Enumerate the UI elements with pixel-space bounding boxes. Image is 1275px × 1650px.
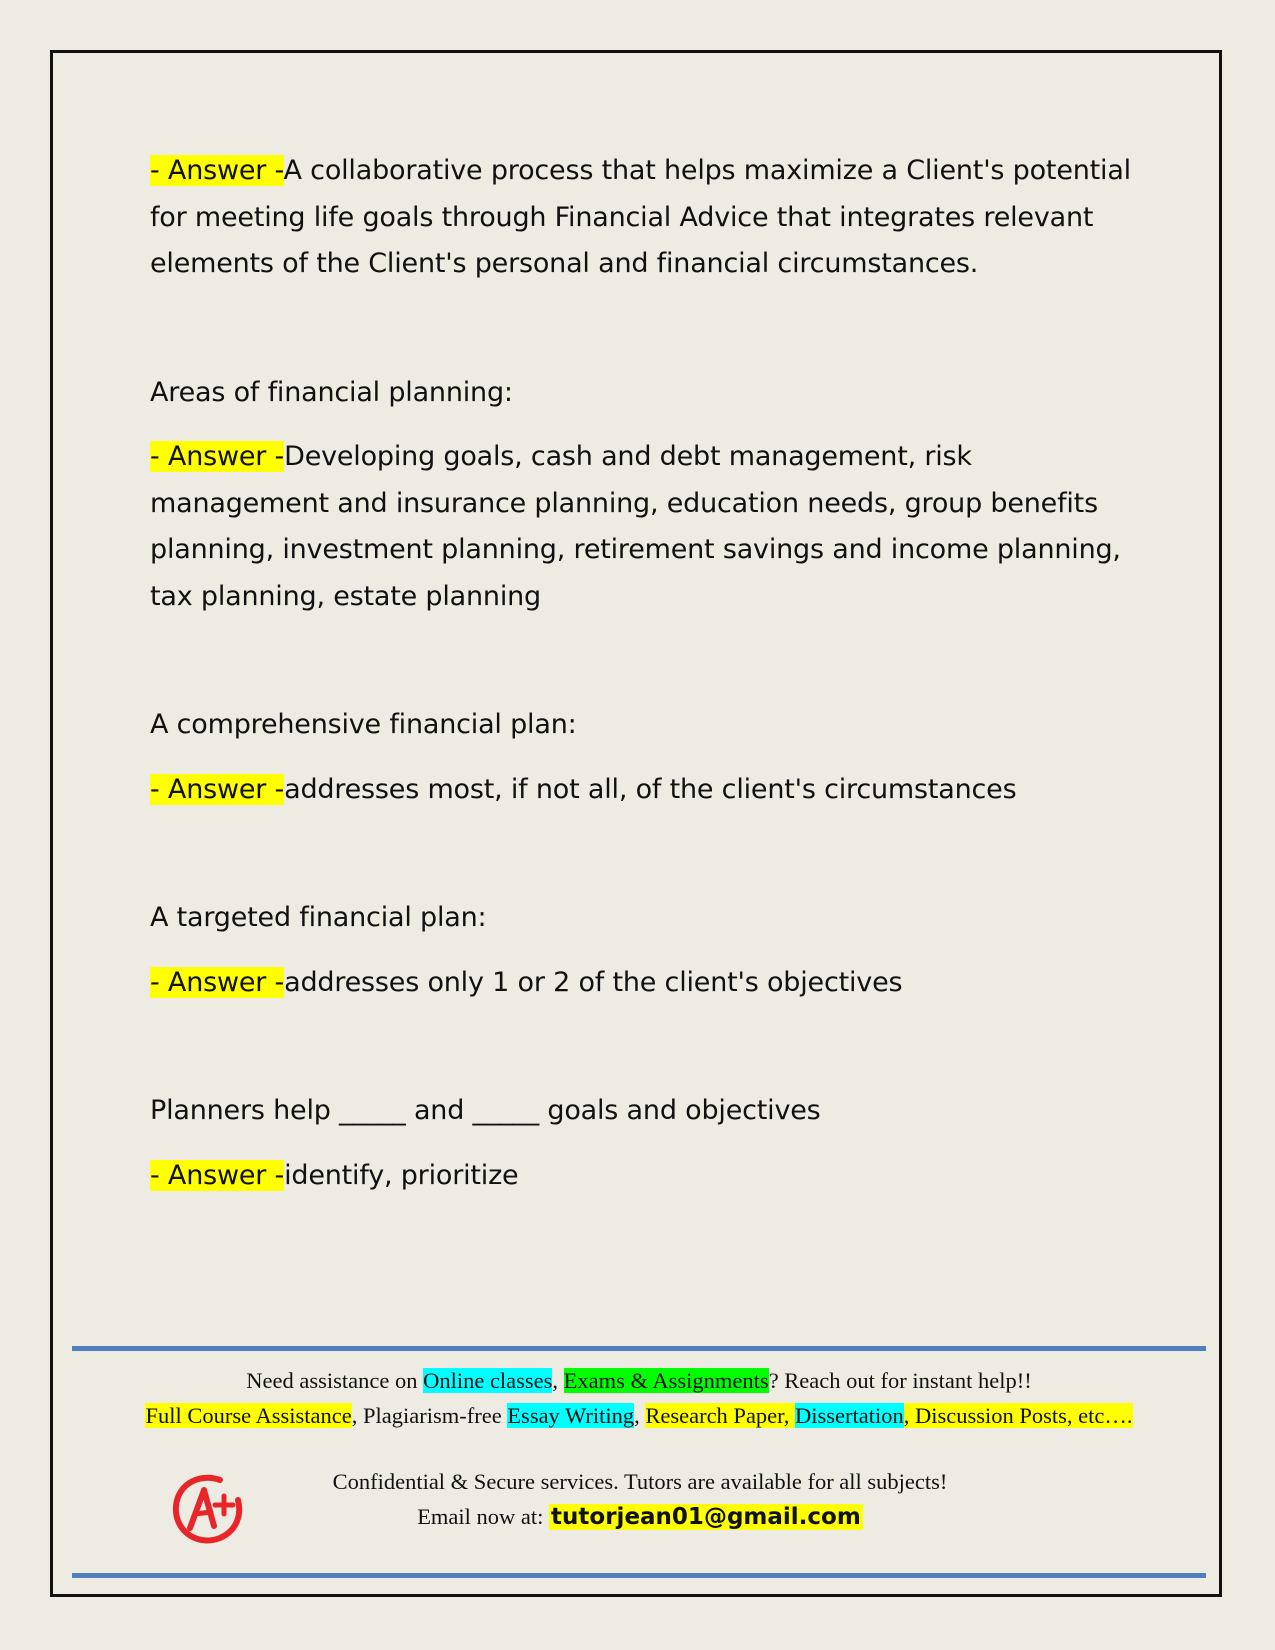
qa-question-3: A comprehensive financial plan:: [150, 709, 577, 740]
footer-text: Need assistance on: [246, 1368, 424, 1393]
discussion-posts-highlight: , Discussion Posts, etc….: [903, 1403, 1133, 1428]
dissertation-highlight: Dissertation: [795, 1403, 904, 1428]
exams-highlight: Exams & Assignments: [563, 1368, 769, 1393]
footer-text: ,: [552, 1368, 564, 1393]
qa-answer-2: [150, 434, 1140, 620]
qa-question-2: Areas of financial planning:: [150, 376, 513, 408]
research-paper-highlight: Research Paper,: [645, 1403, 796, 1428]
online-classes-highlight: Online classes: [423, 1368, 553, 1393]
footer-text: ,: [634, 1403, 646, 1428]
footer-text: , Plagiarism-free: [351, 1403, 508, 1428]
answer-text: Developing goals, cash and debt management, risk management and insurance planning, education needs, group benefits planning, investment planning, retirement savings and income planning, tax planning, estate planning: [150, 441, 1121, 612]
footer-line-2: [72, 1403, 1206, 1429]
footer-top-rule: [72, 1346, 1206, 1351]
answer-label: - Answer -: [150, 155, 284, 186]
qa-content: [150, 148, 1140, 1199]
essay-writing-highlight: Essay Writing: [507, 1403, 635, 1428]
qa-answer-4: [150, 960, 1140, 1007]
qa-answer-3: [150, 767, 1140, 814]
answer-text: identify, prioritize: [284, 1159, 519, 1191]
answer-label: - Answer -: [150, 441, 285, 472]
footer-line-3: Confidential & Secure services. Tutors are available for all subjects!: [332, 1469, 948, 1494]
footer-text: ? Reach out for instant help!!: [768, 1368, 1032, 1393]
qa-answer-1: [150, 148, 1140, 288]
email-link[interactable]: tutorjean01@gmail.com: [551, 1504, 861, 1530]
qa-question-4: A targeted financial plan:: [150, 902, 487, 933]
answer-text: addresses only 1 or 2 of the client's objectives: [284, 966, 903, 998]
email-prefix: Email now at:: [417, 1504, 550, 1529]
footer-line-1: [72, 1368, 1206, 1394]
a-plus-logo-icon: [168, 1470, 248, 1550]
answer-label: - Answer -: [150, 773, 285, 805]
answer-label: - Answer -: [150, 966, 285, 998]
qa-question-5: Planners help _____ and _____ goals and objectives: [150, 1095, 821, 1126]
footer-line-4: [280, 1504, 1000, 1530]
full-course-highlight: Full Course Assistance: [145, 1403, 352, 1428]
footer-bottom-rule: [72, 1573, 1206, 1578]
answer-text: addresses most, if not all, of the client's circumstances: [284, 773, 1017, 805]
answer-label: - Answer -: [150, 1159, 285, 1191]
answer-text: A collaborative process that helps maximize a Client's potential for meeting life goals through Financial Advice that integrates relevant elements of the Client's personal and financial circumstances.: [150, 155, 1131, 279]
qa-answer-5: [150, 1153, 1140, 1200]
